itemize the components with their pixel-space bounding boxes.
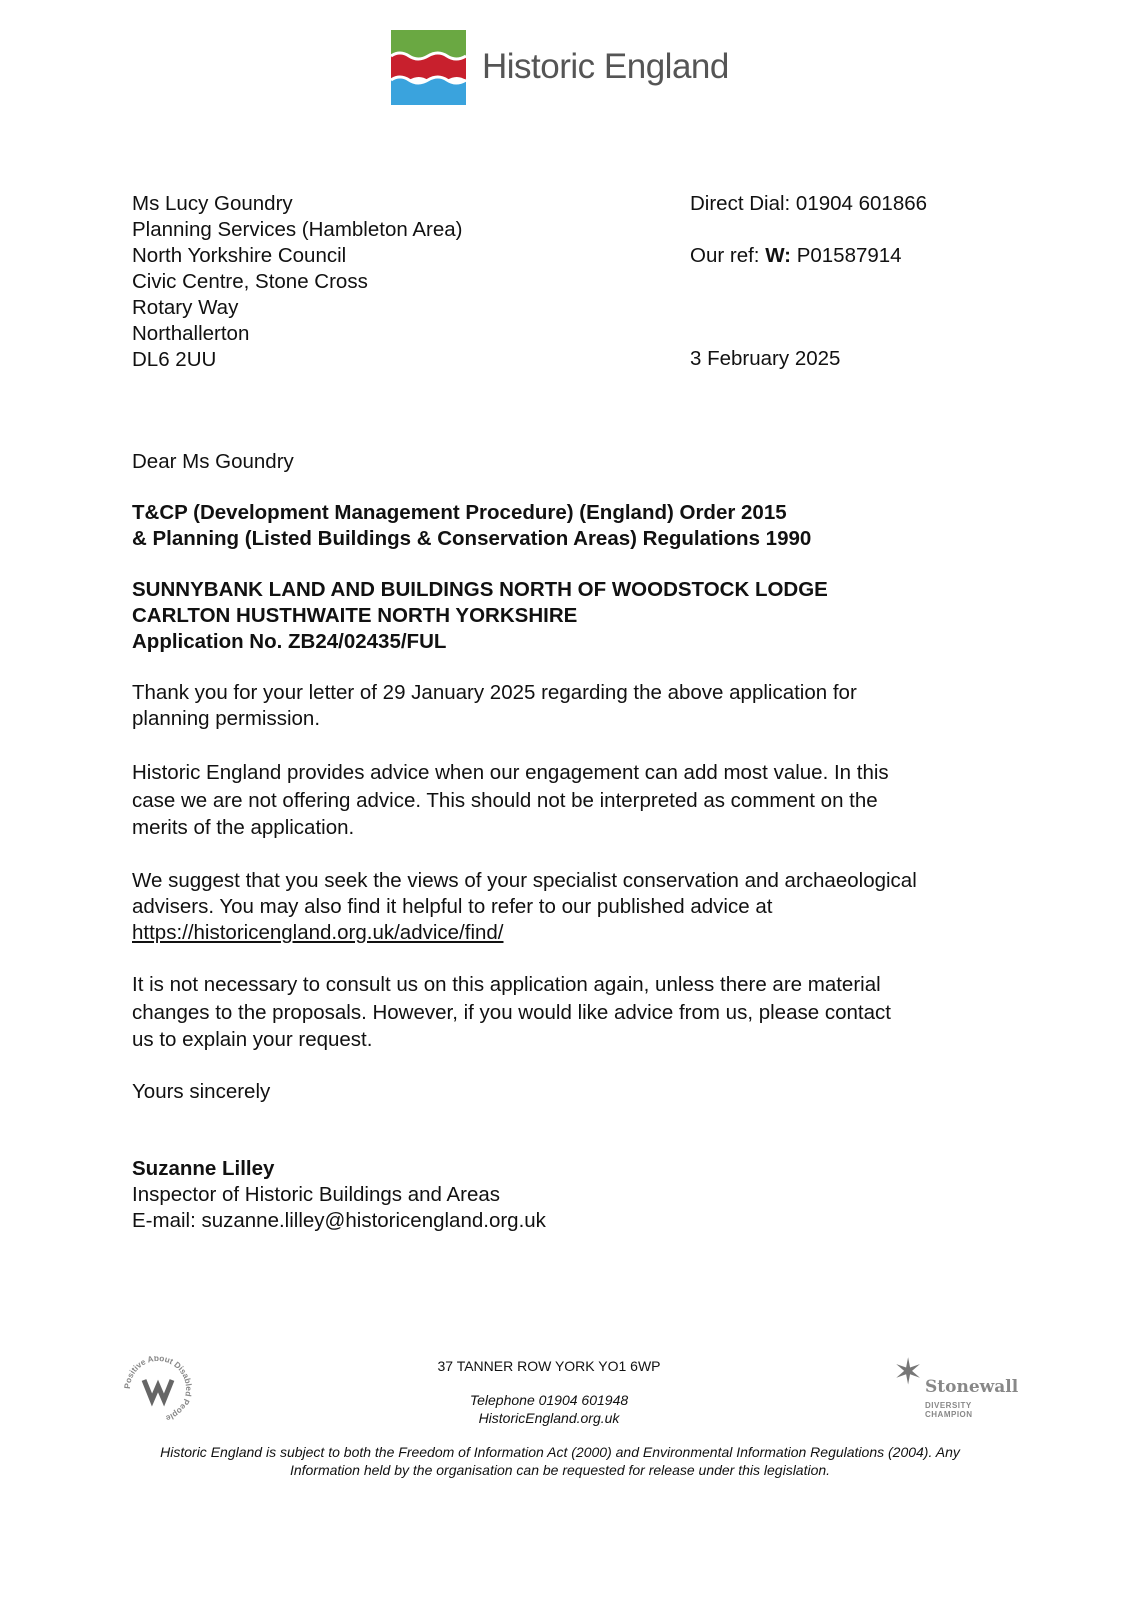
heading-line: T&CP (Development Management Procedure) (England) Order 2015 bbox=[132, 501, 787, 524]
footer-address: 37 TANNER ROW YORK YO1 6WP bbox=[437, 1358, 661, 1374]
heading-line: Application No. ZB24/02435/FUL bbox=[132, 630, 447, 653]
address-line: Rotary Way bbox=[132, 296, 239, 319]
address-line: Northallerton bbox=[132, 322, 250, 345]
paragraph-4 bbox=[132, 971, 891, 1054]
text-line: us to explain your request. bbox=[132, 1028, 373, 1051]
footer-telephone: Telephone 01904 601948 bbox=[469, 1392, 629, 1408]
paragraph-1 bbox=[132, 680, 857, 732]
ref-bold: W: bbox=[765, 244, 791, 267]
heading-line: CARLTON HUSTHWAITE NORTH YORKSHIRE bbox=[132, 604, 578, 627]
text-line: changes to the proposals. However, if you would like advice from us, please contact bbox=[132, 1000, 891, 1024]
ref-label: Our ref: bbox=[690, 244, 766, 267]
application-heading bbox=[132, 577, 828, 655]
signatory-email: E-mail: suzanne.lilley@historicengland.org.uk bbox=[132, 1209, 546, 1232]
text-line: We suggest that you seek the views of your specialist conservation and archaeological bbox=[132, 869, 917, 892]
direct-dial: Direct Dial: 01904 601866 bbox=[690, 192, 928, 215]
text-line: planning permission. bbox=[132, 707, 321, 730]
text-line: advisers. You may also find it helpful to refer to our published advice at bbox=[132, 895, 773, 918]
text-line: It is not necessary to consult us on this application again, unless there are material bbox=[132, 973, 881, 996]
text-line: Thank you for your letter of 29 January 2025 regarding the above application for bbox=[132, 681, 857, 704]
stonewall-logo bbox=[893, 1351, 1019, 1419]
paragraph-2 bbox=[132, 759, 889, 842]
legislation-heading bbox=[132, 500, 811, 552]
disability-badge-text: Positive About Disabled People bbox=[121, 1356, 195, 1422]
stonewall-text: Stonewall bbox=[925, 1377, 1019, 1397]
logo-text: Historic England bbox=[482, 47, 729, 86]
salutation: Dear Ms Goundry bbox=[132, 450, 294, 473]
address-line: DL6 2UU bbox=[132, 348, 217, 371]
paragraph-3 bbox=[132, 868, 917, 946]
footer-website: HistoricEngland.org.uk bbox=[478, 1410, 620, 1426]
footer-disclaimer bbox=[0, 1443, 1120, 1479]
advice-link[interactable]: https://historicengland.org.uk/advice/find/ bbox=[132, 921, 504, 944]
text-line: case we are not offering advice. This should not be interpreted as comment on the bbox=[132, 788, 878, 812]
text-line: Historic England provides advice when our engagement can add most value. In this bbox=[132, 761, 889, 784]
historic-england-logo-mark bbox=[391, 30, 466, 105]
address-line: Civic Centre, Stone Cross bbox=[132, 270, 368, 293]
disclaimer-line: Information held by the organisation can be requested for release under this legislation. bbox=[289, 1462, 831, 1478]
address-line: North Yorkshire Council bbox=[132, 244, 347, 267]
heading-line: & Planning (Listed Buildings & Conservation Areas) Regulations 1990 bbox=[132, 527, 812, 550]
our-ref bbox=[690, 243, 902, 269]
recipient-address bbox=[132, 191, 462, 373]
text-line: merits of the application. bbox=[132, 816, 355, 839]
ref-value: P01587914 bbox=[791, 244, 902, 267]
closing: Yours sincerely bbox=[132, 1080, 271, 1103]
heading-line: SUNNYBANK LAND AND BUILDINGS NORTH OF WOODSTOCK LODGE bbox=[132, 578, 828, 601]
signatory-name: Suzanne Lilley bbox=[132, 1157, 275, 1180]
stonewall-subtext: DIVERSITY CHAMPION bbox=[925, 1401, 973, 1419]
disability-badge-logo bbox=[120, 1356, 196, 1422]
signatory-title: Inspector of Historic Buildings and Areas bbox=[132, 1183, 501, 1206]
address-line: Ms Lucy Goundry bbox=[132, 192, 293, 215]
disclaimer-line: Historic England is subject to both the Freedom of Information Act (2000) and Environmental Information Regulations (2004). Any bbox=[160, 1444, 960, 1460]
signature-block bbox=[132, 1156, 546, 1234]
letter-date: 3 February 2025 bbox=[690, 347, 841, 370]
address-line: Planning Services (Hambleton Area) bbox=[132, 218, 463, 241]
star-icon: ✶ bbox=[893, 1351, 924, 1392]
